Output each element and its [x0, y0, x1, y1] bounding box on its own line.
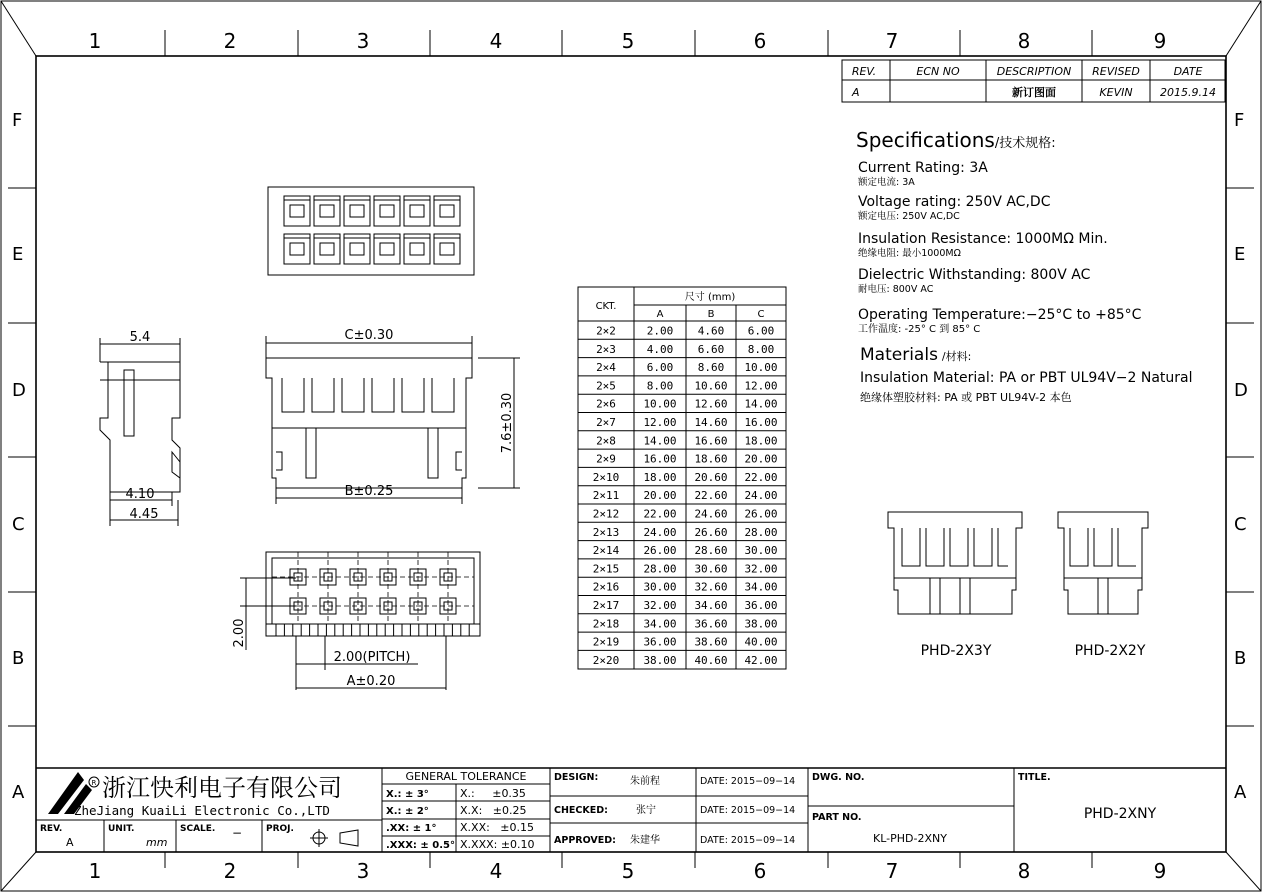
company-name-en: ZheJiang KuaiLi Electronic Co.,LTD	[74, 803, 330, 818]
table-cell: 36.00	[744, 599, 778, 612]
tol-angle-2: .XX: ± 1°	[386, 823, 437, 834]
spec-voltage-cn: 额定电压: 250V AC,DC	[858, 211, 960, 222]
proj-label: PROJ.	[266, 824, 294, 834]
row-label-a: A	[12, 782, 25, 803]
tol-linear-2: X.XX: ±0.15	[460, 821, 535, 834]
row-label-e-right: E	[1234, 244, 1246, 265]
table-cell: 30.00	[643, 580, 677, 594]
tol-linear-3: X.XXX: ±0.10	[460, 838, 535, 851]
front-view	[266, 328, 520, 504]
table-cell: 12.00	[744, 379, 778, 393]
spec-current-en: Current Rating: 3A	[858, 160, 988, 176]
unit-value: mm	[146, 836, 168, 849]
col-label-3: 3	[356, 29, 370, 53]
table-cell: 14.00	[744, 397, 778, 411]
table-cell: 30.00	[744, 544, 778, 558]
table-cell: 24.60	[694, 507, 728, 521]
table-cell: 34.60	[694, 599, 728, 612]
table-cell: 26.00	[643, 544, 677, 558]
table-cell: 16.60	[694, 434, 728, 448]
table-col-c: C	[757, 309, 765, 320]
table-cell: 28.60	[694, 544, 728, 558]
col-label-8: 8	[1017, 29, 1031, 53]
table-cell: 34.00	[744, 580, 778, 594]
part-label: PART NO.	[812, 812, 862, 823]
spec-current-cn: 额定电流: 3A	[858, 177, 915, 188]
checked-date: DATE: 2015−09−14	[700, 805, 796, 816]
table-cell: 22.00	[643, 507, 677, 521]
col-label-5-bottom: 5	[621, 859, 635, 883]
table-cell: 16.00	[643, 452, 677, 466]
dwg-label: DWG. NO.	[812, 772, 865, 783]
table-ckt-cell: 2×15	[592, 562, 620, 576]
inner-border	[36, 56, 1226, 852]
row-label-b-right: B	[1234, 648, 1247, 669]
table-cell: 14.00	[643, 434, 677, 448]
dim-5-4: 5.4	[129, 330, 151, 345]
approved-label: APPROVED:	[554, 835, 616, 846]
table-cell: 42.00	[744, 653, 778, 667]
table-cell: 28.00	[744, 525, 778, 539]
col-label-8-bottom: 8	[1017, 859, 1031, 883]
row-label-f: F	[12, 110, 23, 131]
table-ckt-cell: 2×4	[596, 361, 616, 375]
company-name-cn: 浙江快利电子有限公司	[102, 774, 342, 802]
dim-pitch-h: 2.00(PITCH)	[333, 650, 411, 665]
row-label-a-right: A	[1234, 782, 1247, 803]
table-ckt-cell: 2×7	[596, 416, 616, 429]
row-label-c: C	[12, 514, 25, 535]
col-label-1: 1	[88, 29, 102, 53]
tol-angle-0: X.: ± 3°	[386, 789, 429, 800]
spec-temperature-en: Operating Temperature:−25°C to +85°C	[858, 307, 1142, 323]
col-label-7: 7	[885, 29, 899, 53]
dim-c: C±0.30	[344, 328, 394, 343]
col-label-4-bottom: 4	[489, 859, 503, 883]
table-cell: 22.00	[744, 470, 778, 484]
table-ckt-header: CKT.	[595, 301, 617, 312]
table-ckt-cell: 2×8	[596, 434, 616, 448]
part-number: KL-PHD-2XNY	[873, 832, 947, 845]
projection-symbol-icon	[310, 829, 358, 847]
table-cell: 24.00	[643, 525, 677, 539]
ecn-header: ECN NO	[916, 65, 960, 78]
col-label-2-bottom: 2	[223, 859, 237, 883]
table-cell: 20.00	[744, 452, 778, 466]
dim-pitch-v: 2.00	[232, 618, 247, 648]
table-ckt-cell: 2×6	[596, 397, 616, 411]
variant-2x3y-view	[888, 512, 1022, 659]
table-group-header: 尺寸 (mm)	[684, 292, 736, 303]
revised-value: KEVIN	[1099, 86, 1133, 99]
side-view	[100, 330, 180, 526]
table-cell: 32.60	[694, 580, 728, 594]
dim-4-10: 4.10	[125, 487, 155, 502]
scale-label: SCALE.	[180, 824, 216, 834]
table-cell: 18.00	[643, 470, 677, 484]
table-cell: 6.00	[747, 324, 775, 338]
tol-angle-1: X.: ± 2°	[386, 806, 429, 817]
top-view	[268, 187, 474, 275]
scale-value: −	[232, 826, 243, 840]
checked-name: 张宁	[636, 805, 656, 816]
design-label: DESIGN:	[554, 772, 599, 783]
tol-linear-0: X.: ±0.35	[460, 787, 526, 800]
materials-cn: 绝缘体塑胶材料: PA 或 PBT UL94V-2 本色	[860, 391, 1072, 404]
table-ckt-cell: 2×3	[596, 342, 616, 356]
table-col-a: A	[656, 309, 664, 320]
title-value: PHD-2XNY	[1083, 806, 1157, 822]
spec-insulation-en: Insulation Resistance: 1000MΩ Min.	[858, 231, 1108, 247]
approved-date: DATE: 2015−09−14	[700, 835, 796, 846]
variant-2x2y-view	[1058, 512, 1148, 659]
table-ckt-cell: 2×18	[592, 617, 620, 631]
spec-dielectric-en: Dielectric Withstanding: 800V AC	[858, 267, 1091, 283]
table-cell: 10.00	[744, 361, 778, 375]
revision-block	[842, 60, 1225, 102]
table-ckt-cell: 2×14	[592, 544, 620, 558]
revised-header: REVISED	[1092, 65, 1140, 78]
approved-name: 朱建华	[630, 835, 660, 846]
tol-angle-3: .XXX: ± 0.5°	[386, 840, 455, 851]
rev-value: A	[852, 86, 860, 99]
table-ckt-cell: 2×16	[592, 580, 620, 594]
table-cell: 38.00	[744, 617, 778, 631]
row-label-b: B	[12, 648, 25, 669]
spec-temperature-cn: 工作温度: -25° C 到 85° C	[858, 324, 981, 335]
table-cell: 10.00	[643, 397, 677, 411]
spec-title: Specifications/技术规格:	[856, 128, 1056, 152]
table-cell: 8.00	[646, 379, 674, 393]
table-cell: 40.60	[694, 653, 728, 667]
table-cell: 8.60	[697, 361, 725, 375]
table-cell: 40.00	[744, 635, 778, 649]
unit-label: UNIT.	[108, 824, 135, 834]
col-label-6-bottom: 6	[753, 859, 767, 883]
table-cell: 4.60	[697, 324, 725, 338]
table-cell: 26.00	[744, 507, 778, 521]
dim-b: B±0.25	[344, 484, 394, 499]
table-ckt-cell: 2×20	[592, 653, 620, 667]
dimension-table	[578, 287, 786, 669]
table-cell: 6.60	[697, 342, 725, 356]
table-cell: 34.00	[643, 617, 677, 631]
table-cell: 24.00	[744, 489, 778, 503]
row-label-e: E	[12, 244, 24, 265]
table-cell: 32.00	[744, 562, 778, 576]
col-label-7-bottom: 7	[885, 859, 899, 883]
col-label-3-bottom: 3	[356, 859, 370, 883]
variant-2x3y-label: PHD-2X3Y	[920, 643, 992, 659]
col-label-9: 9	[1153, 29, 1167, 53]
variant-2x2y-label: PHD-2X2Y	[1074, 643, 1146, 659]
dim-4-45: 4.45	[129, 507, 159, 522]
table-cell: 14.60	[694, 416, 728, 429]
table-cell: 22.60	[694, 489, 728, 503]
bottom-view	[232, 552, 480, 690]
table-ckt-cell: 2×19	[592, 635, 620, 649]
table-col-b: B	[707, 309, 715, 320]
registered-mark: R	[91, 779, 97, 787]
table-cell: 26.60	[694, 525, 728, 539]
dim-a: A±0.20	[346, 674, 396, 689]
col-label-2: 2	[223, 29, 237, 53]
table-cell: 36.00	[643, 635, 677, 649]
table-cell: 12.00	[643, 416, 677, 429]
table-cell: 8.00	[747, 342, 775, 356]
table-ckt-cell: 2×12	[592, 507, 620, 521]
description-header: DESCRIPTION	[996, 65, 1072, 78]
table-cell: 30.60	[694, 562, 728, 576]
table-cell: 10.60	[694, 379, 728, 393]
table-cell: 32.00	[643, 599, 677, 612]
table-cell: 28.00	[643, 562, 677, 576]
design-date: DATE: 2015−09−14	[700, 776, 796, 787]
table-ckt-cell: 2×17	[592, 599, 620, 612]
table-ckt-cell: 2×10	[592, 470, 620, 484]
col-label-1-bottom: 1	[88, 859, 102, 883]
table-cell: 12.60	[694, 397, 728, 411]
checked-label: CHECKED:	[554, 805, 608, 816]
materials-title: Materials /材料:	[860, 345, 972, 365]
table-cell: 20.60	[694, 470, 728, 484]
design-name: 朱前程	[630, 776, 660, 787]
table-ckt-cell: 2×9	[596, 452, 616, 466]
table-cell: 6.00	[646, 361, 674, 375]
table-cell: 36.60	[694, 617, 728, 631]
table-cell: 2.00	[646, 324, 674, 338]
col-label-6: 6	[753, 29, 767, 53]
table-cell: 38.00	[643, 653, 677, 667]
title-block	[36, 768, 1226, 852]
spec-voltage-en: Voltage rating: 250V AC,DC	[858, 194, 1051, 210]
spec-insulation-cn: 绝缘电阻: 最小1000MΩ	[858, 248, 961, 259]
outer-border	[1, 1, 1261, 891]
table-cell: 38.60	[694, 635, 728, 649]
rev-header: REV.	[851, 65, 877, 78]
row-label-d-right: D	[1234, 380, 1248, 401]
row-label-d: D	[12, 380, 26, 401]
col-label-5: 5	[621, 29, 635, 53]
table-cell: 20.00	[643, 489, 677, 503]
grid-labels	[12, 29, 1248, 883]
date-header: DATE	[1173, 65, 1203, 78]
col-label-9-bottom: 9	[1153, 859, 1167, 883]
row-label-f-right: F	[1234, 110, 1245, 131]
table-cell: 18.00	[744, 434, 778, 448]
table-ckt-cell: 2×13	[592, 525, 620, 539]
col-label-4: 4	[489, 29, 503, 53]
date-value: 2015.9.14	[1160, 86, 1216, 99]
title-label: TITLE.	[1018, 772, 1051, 783]
description-value: 新订图面	[1012, 86, 1056, 99]
tol-linear-1: X.X: ±0.25	[460, 804, 527, 817]
row-label-c-right: C	[1234, 514, 1247, 535]
specifications	[856, 128, 1193, 404]
table-cell: 16.00	[744, 416, 778, 429]
dim-height: 7.6±0.30	[500, 392, 515, 454]
rev-label: REV.	[40, 824, 63, 834]
table-ckt-cell: 2×2	[596, 324, 616, 338]
table-cell: 4.00	[646, 342, 674, 356]
table-cell: 18.60	[694, 452, 728, 466]
table-ckt-cell: 2×5	[596, 379, 616, 393]
tolerance-header: GENERAL TOLERANCE	[405, 770, 527, 783]
table-ckt-cell: 2×11	[592, 489, 620, 503]
rev-value-block: A	[66, 836, 74, 849]
materials-en: Insulation Material: PA or PBT UL94V−2 Natural	[860, 370, 1193, 386]
spec-dielectric-cn: 耐电压: 800V AC	[858, 284, 934, 295]
